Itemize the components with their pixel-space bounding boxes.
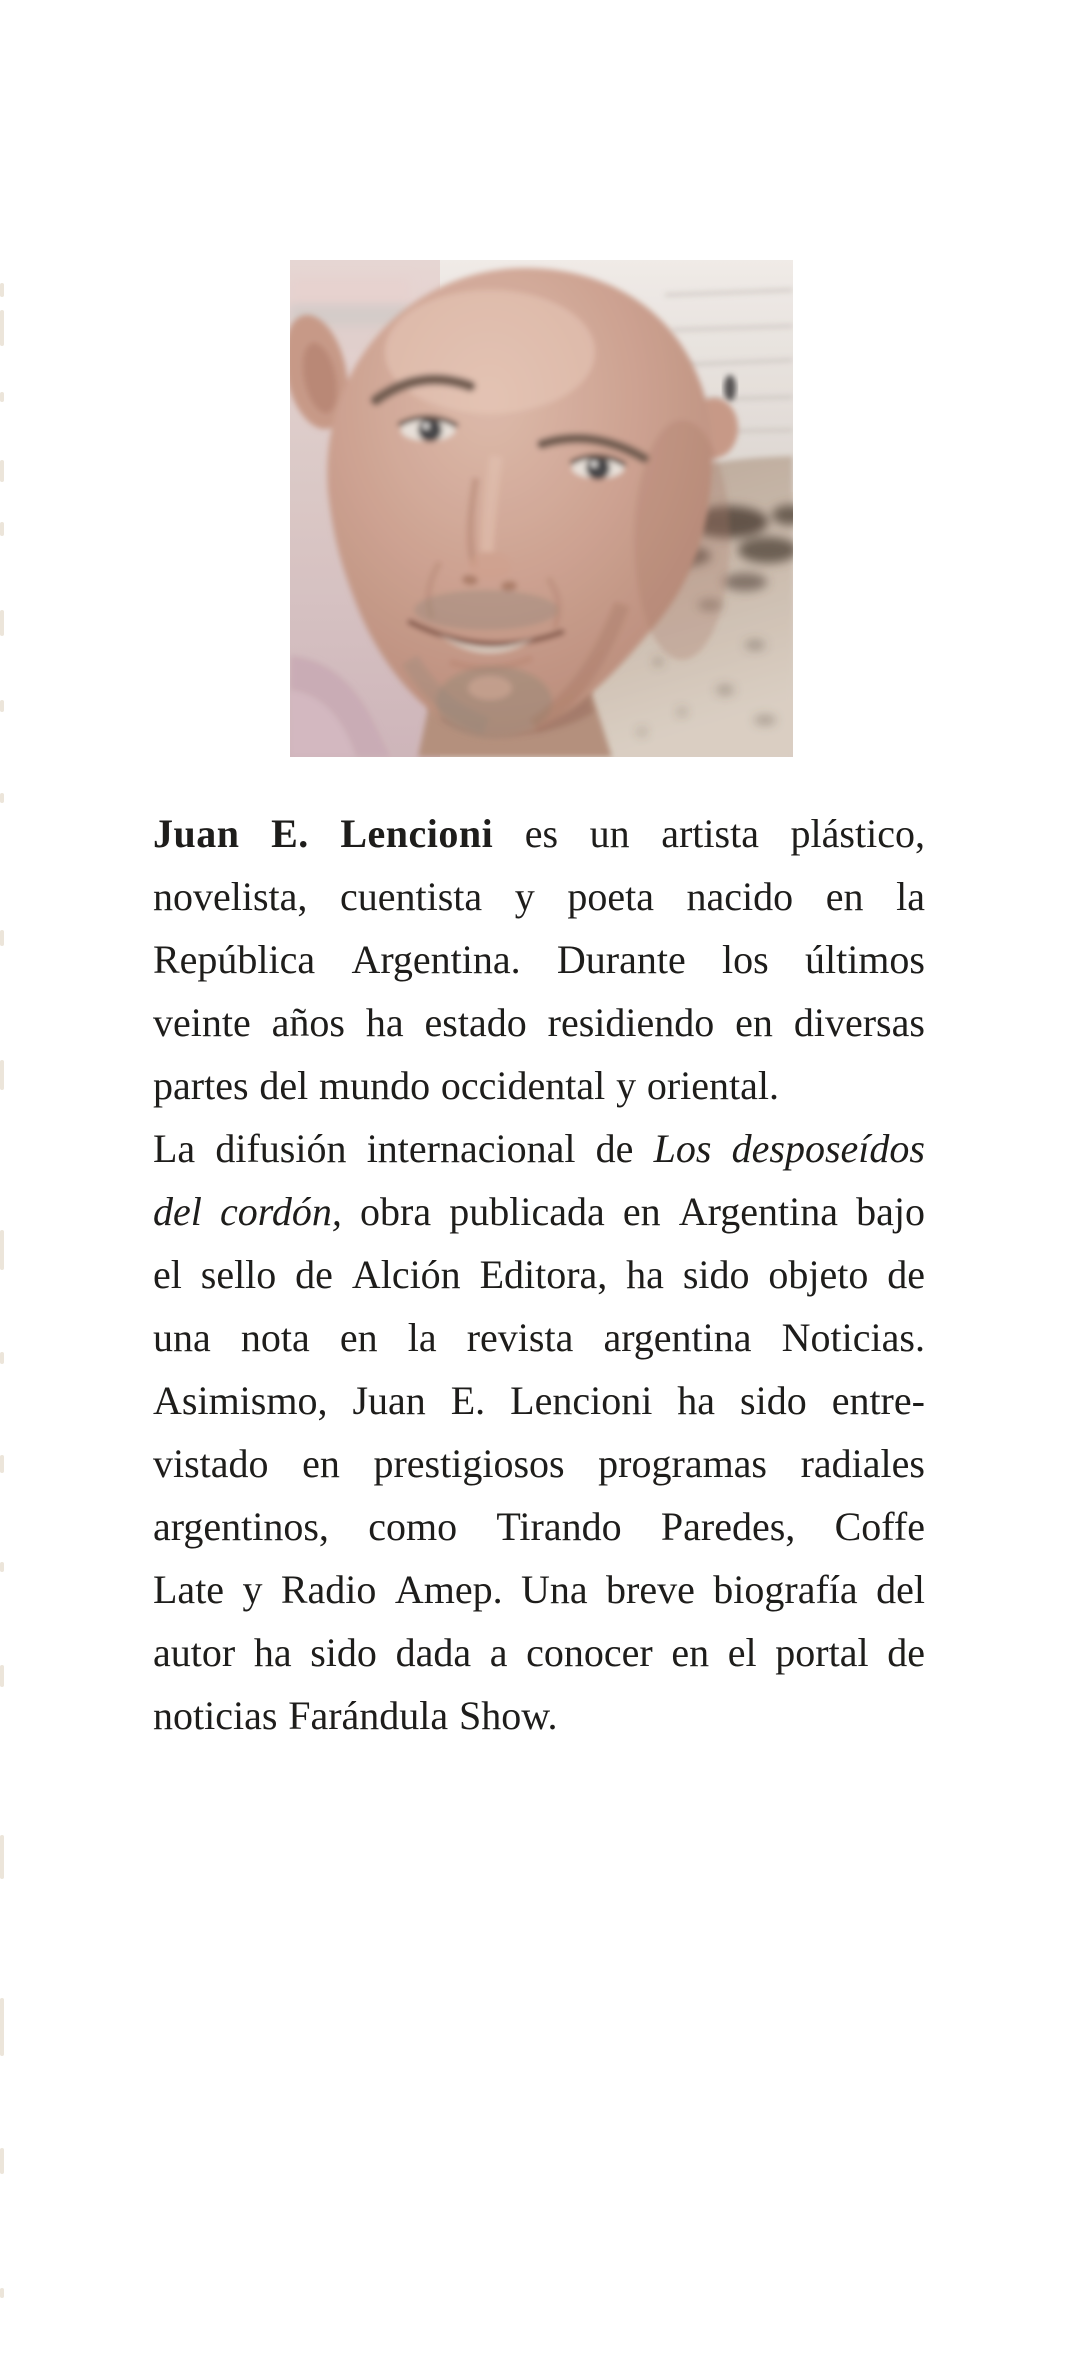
scan-artifact-mark: [0, 1562, 4, 1572]
bio-line: [153, 928, 925, 991]
bio-line: [153, 1117, 925, 1180]
bio-word: E.: [450, 1378, 486, 1423]
bio-word: estado: [424, 1000, 527, 1045]
bio-word: en: [671, 1630, 710, 1675]
bio-word: veinte: [153, 1000, 251, 1045]
bio-word: de: [887, 1252, 925, 1297]
bio-word: sello: [200, 1252, 277, 1297]
bio-word: de: [295, 1252, 333, 1297]
bio-word: autor: [153, 1630, 236, 1675]
scan-artifact-mark: [0, 1665, 4, 1687]
bio-word: vistado: [153, 1441, 269, 1486]
bio-word: años: [271, 1000, 345, 1045]
bio-word: en: [302, 1441, 340, 1486]
bio-line: [153, 1306, 925, 1369]
bio-word: un: [589, 811, 630, 856]
bio-word: cordón,: [220, 1189, 342, 1234]
bio-word: noticias: [153, 1693, 278, 1738]
scan-artifact-mark: [0, 283, 4, 297]
bio-word: artista: [661, 811, 759, 856]
author-photo: [290, 260, 793, 757]
bio-word: nacido: [686, 874, 794, 919]
bio-word: y: [242, 1567, 263, 1612]
bio-line: [153, 1558, 925, 1621]
bio-word: partes: [153, 1063, 249, 1108]
bio-word: sido: [310, 1630, 377, 1675]
bio-word: occidental: [440, 1063, 606, 1108]
scan-artifact-mark: [0, 460, 4, 482]
bio-word: breve: [606, 1567, 695, 1612]
bio-word: y: [514, 874, 535, 919]
bio-word: el: [153, 1252, 182, 1297]
bio-word: desposeídos: [731, 1126, 925, 1171]
bio-word: La: [153, 1126, 196, 1171]
bio-word: sido: [682, 1252, 750, 1297]
bio-word: Paredes,: [660, 1504, 796, 1549]
bio-word: objeto: [768, 1252, 869, 1297]
bio-word: oriental.: [646, 1063, 780, 1108]
bio-word: prestigiosos: [373, 1441, 565, 1486]
bio-word: Durante: [556, 937, 686, 982]
bio-word: revista: [466, 1315, 574, 1360]
scan-artifact-mark: [0, 1455, 4, 1473]
scan-artifacts: [0, 0, 8, 2367]
bio-line: [153, 1180, 925, 1243]
bio-word: últimos: [804, 937, 925, 982]
bio-word: Radio: [280, 1567, 377, 1612]
bio-word: publicada: [449, 1189, 605, 1234]
scan-artifact-mark: [0, 1835, 4, 1879]
bio-word: residiendo: [547, 1000, 715, 1045]
bio-word: sido: [740, 1378, 807, 1423]
scan-artifact-mark: [0, 2148, 4, 2174]
scan-artifact-mark: [0, 1060, 4, 1090]
scan-artifact-mark: [0, 930, 4, 946]
scan-artifact-mark: [0, 1352, 4, 1364]
bio-word: Juan: [153, 811, 240, 856]
bio-word: Late: [153, 1567, 225, 1612]
bio-word: argentinos,: [153, 1504, 329, 1549]
bio-word: biografía: [713, 1567, 858, 1612]
bio-line: [153, 1054, 925, 1117]
bio-word: bajo: [856, 1189, 925, 1234]
bio-line: [153, 865, 925, 928]
bio-word: Farándula: [288, 1693, 449, 1738]
bio-word: del: [153, 1189, 202, 1234]
bio-word: a: [489, 1630, 508, 1675]
bio-word: entre-: [831, 1378, 925, 1423]
scan-artifact-mark: [0, 2288, 4, 2298]
bio-word: los: [722, 937, 769, 982]
bio-word: Editora,: [479, 1252, 608, 1297]
bio-word: de: [887, 1630, 925, 1675]
scan-artifact-mark: [0, 793, 4, 803]
bio-line: [153, 1495, 925, 1558]
bio-word: de: [595, 1126, 634, 1171]
bio-word: ha: [677, 1378, 716, 1423]
bio-word: Amep.: [394, 1567, 503, 1612]
bio-line: [153, 991, 925, 1054]
scan-artifact-mark: [0, 1998, 4, 2056]
bio-word: la: [896, 874, 925, 919]
bio-word: y: [616, 1063, 637, 1108]
bio-word: República: [153, 937, 316, 982]
bio-word: Juan: [352, 1378, 426, 1423]
bio-word: ha: [626, 1252, 664, 1297]
bio-word: nota: [240, 1315, 310, 1360]
bio-word: portal: [775, 1630, 869, 1675]
bio-word: difusión: [215, 1126, 347, 1171]
bio-word: dada: [395, 1630, 472, 1675]
bio-word: es: [524, 811, 559, 856]
bio-line: [153, 1684, 925, 1747]
bio-word: Alción: [351, 1252, 461, 1297]
bio-word: en: [622, 1189, 661, 1234]
bio-word: cuentista: [340, 874, 483, 919]
bio-word: Lencioni: [510, 1378, 653, 1423]
scan-artifact-mark: [0, 1230, 4, 1270]
bio-word: poeta: [567, 874, 654, 919]
author-photo-svg: [290, 260, 793, 757]
bio-word: del: [876, 1567, 925, 1612]
bio-word: la: [407, 1315, 437, 1360]
scan-artifact-mark: [0, 700, 4, 712]
bio-line: [153, 1621, 925, 1684]
bio-word: una: [153, 1315, 211, 1360]
bio-word: Noticias.: [781, 1315, 925, 1360]
bio-line: [153, 802, 925, 865]
bio-word: programas: [598, 1441, 767, 1486]
scan-artifact-mark: [0, 522, 4, 536]
bio-word: el: [727, 1630, 757, 1675]
bio-word: del: [259, 1063, 309, 1108]
bio-word: ha: [365, 1000, 404, 1045]
bio-line: [153, 1432, 925, 1495]
bio-word: Los: [653, 1126, 712, 1171]
scan-artifact-mark: [0, 392, 4, 402]
bio-word: Asimismo,: [153, 1378, 328, 1423]
bio-word: obra: [360, 1189, 432, 1234]
bio-word: argentina: [603, 1315, 752, 1360]
bio-word: Argentina: [678, 1189, 838, 1234]
bio-word: en: [735, 1000, 773, 1045]
bio-word: diversas: [793, 1000, 925, 1045]
bio-text: [153, 802, 925, 1747]
bio-word: plástico,: [790, 811, 925, 856]
bio-word: E.: [271, 811, 309, 856]
bio-word: Lencioni: [340, 811, 494, 856]
bio-word: Una: [521, 1567, 588, 1612]
bio-word: Argentina.: [351, 937, 521, 982]
bio-line: [153, 1369, 925, 1432]
bio-word: Tirando: [496, 1504, 622, 1549]
bio-word: conocer: [526, 1630, 653, 1675]
scan-artifact-mark: [0, 610, 4, 636]
bio-word: en: [339, 1315, 378, 1360]
bio-word: novelista,: [153, 874, 308, 919]
bio-word: en: [825, 874, 864, 919]
scan-artifact-mark: [0, 310, 4, 346]
bio-word: como: [368, 1504, 458, 1549]
photo-wash-overlay: [290, 260, 793, 757]
bio-word: ha: [253, 1630, 292, 1675]
bio-word: radiales: [800, 1441, 925, 1486]
bio-word: internacional: [366, 1126, 576, 1171]
bio-word: Show.: [458, 1693, 558, 1738]
bio-word: Coffe: [834, 1504, 925, 1549]
bio-line: [153, 1243, 925, 1306]
bio-word: mundo: [318, 1063, 431, 1108]
